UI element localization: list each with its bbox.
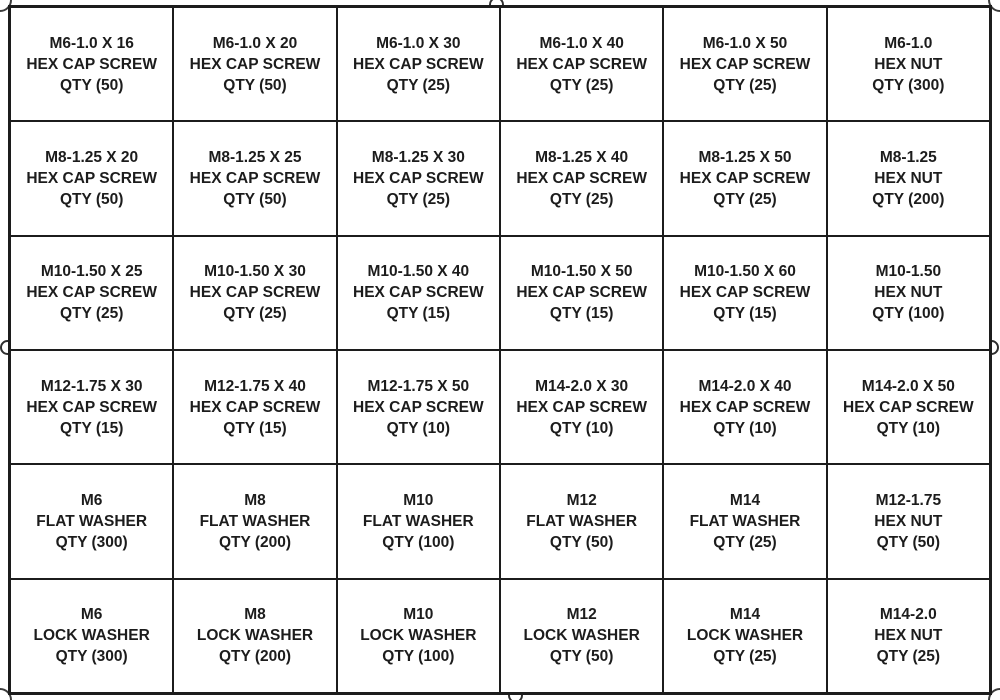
part-qty: QTY (25) [713, 648, 777, 666]
part-size: M10-1.50 X 30 [204, 263, 306, 281]
part-qty: QTY (25) [549, 190, 614, 208]
part-qty: QTY (300) [872, 76, 945, 94]
grid-cell [828, 122, 989, 234]
part-size: M14 [729, 606, 761, 624]
part-type: FLAT WASHER [362, 512, 474, 530]
grid-cell [338, 465, 499, 577]
part-type: HEX CAP SCREW [353, 284, 484, 302]
part-size: M14-2.0 X 40 [698, 377, 792, 395]
part-qty: QTY (25) [549, 76, 614, 94]
part-size: M10-1.50 X 40 [367, 263, 470, 281]
grid-cell [338, 580, 499, 692]
part-type: HEX CAP SCREW [679, 284, 811, 302]
grid-cell [11, 8, 172, 120]
part-type: FLAT WASHER [526, 512, 638, 530]
part-qty: QTY (100) [382, 648, 455, 666]
part-qty: QTY (25) [386, 76, 451, 94]
part-size: M6-1.0 [884, 34, 933, 52]
part-qty: QTY (25) [386, 190, 451, 208]
grid-cell [501, 237, 662, 349]
part-type: HEX NUT [874, 169, 943, 187]
part-type: HEX CAP SCREW [353, 55, 484, 73]
part-type: HEX CAP SCREW [189, 169, 321, 187]
part-type: HEX CAP SCREW [516, 284, 647, 302]
grid-cell [664, 237, 825, 349]
part-size: M8 [244, 606, 266, 624]
part-type: HEX NUT [874, 284, 943, 302]
part-size: M14-2.0 X 30 [535, 377, 629, 395]
part-qty: QTY (50) [59, 190, 124, 208]
part-size: M10 [403, 606, 434, 624]
grid-cell [664, 580, 825, 692]
grid-cell [664, 8, 825, 120]
part-qty: QTY (200) [218, 648, 292, 666]
part-qty: QTY (15) [386, 305, 451, 323]
part-type: HEX CAP SCREW [189, 55, 321, 73]
grid-cell [664, 351, 825, 463]
part-type: LOCK WASHER [33, 627, 150, 645]
part-qty: QTY (50) [549, 533, 614, 551]
part-qty: QTY (10) [549, 419, 614, 437]
part-size: M10-1.50 X 50 [530, 263, 633, 281]
part-type: HEX NUT [874, 55, 943, 73]
part-size: M6 [80, 491, 103, 509]
grid-cell [664, 122, 825, 234]
part-type: HEX NUT [874, 512, 943, 530]
part-size: M10-1.50 X 25 [40, 263, 143, 281]
part-type: HEX NUT [874, 627, 943, 645]
grid-cell [664, 465, 825, 577]
part-size: M8-1.25 X 20 [45, 148, 139, 166]
part-type: HEX CAP SCREW [26, 55, 157, 73]
part-type: FLAT WASHER [199, 512, 311, 530]
part-qty: QTY (10) [386, 419, 451, 437]
part-size: M10-1.50 [875, 263, 942, 281]
grid-cell [828, 351, 989, 463]
part-size: M12 [566, 491, 597, 509]
part-qty: QTY (15) [59, 419, 124, 437]
part-qty: QTY (50) [223, 76, 287, 94]
part-size: M12-1.75 X 30 [40, 377, 143, 395]
part-type: FLAT WASHER [689, 512, 801, 530]
grid-cell [501, 351, 662, 463]
part-type: HEX CAP SCREW [189, 398, 321, 416]
grid-cell [828, 237, 989, 349]
part-qty: QTY (50) [549, 648, 614, 666]
part-size: M12 [566, 606, 597, 624]
part-size: M10-1.50 X 60 [694, 263, 796, 281]
part-size: M8-1.25 X 40 [535, 148, 629, 166]
part-qty: QTY (50) [223, 190, 287, 208]
part-size: M8-1.25 X 30 [371, 148, 465, 166]
grid-cell [338, 237, 499, 349]
grid-cell [11, 465, 172, 577]
part-qty: QTY (25) [223, 305, 287, 323]
grid-cell [11, 237, 172, 349]
part-type: HEX CAP SCREW [26, 398, 157, 416]
grid-cell [501, 580, 662, 692]
part-size: M8-1.25 [879, 148, 937, 166]
grid-cell [11, 122, 172, 234]
part-qty: QTY (25) [876, 648, 941, 666]
grid-cell [174, 465, 335, 577]
part-size: M12-1.75 X 50 [367, 377, 470, 395]
part-size: M14-2.0 [879, 606, 937, 624]
part-type: HEX CAP SCREW [516, 55, 647, 73]
part-qty: QTY (15) [713, 305, 777, 323]
part-qty: QTY (15) [223, 419, 287, 437]
grid-cell [11, 580, 172, 692]
part-qty: QTY (10) [713, 419, 777, 437]
part-size: M6-1.0 X 16 [49, 34, 134, 52]
part-type: HEX CAP SCREW [679, 55, 811, 73]
part-type: HEX CAP SCREW [516, 398, 647, 416]
part-type: LOCK WASHER [196, 627, 314, 645]
part-qty: QTY (25) [713, 533, 777, 551]
part-size: M6-1.0 X 40 [539, 34, 624, 52]
part-type: HEX CAP SCREW [679, 169, 811, 187]
part-qty: QTY (50) [876, 533, 941, 551]
part-type: HEX CAP SCREW [353, 398, 484, 416]
part-qty: QTY (200) [218, 533, 292, 551]
part-size: M6-1.0 X 30 [376, 34, 461, 52]
part-size: M14 [729, 491, 761, 509]
part-size: M8 [244, 491, 266, 509]
grid-cell [338, 351, 499, 463]
part-type: LOCK WASHER [360, 627, 477, 645]
part-type: HEX CAP SCREW [679, 398, 811, 416]
part-type: LOCK WASHER [523, 627, 640, 645]
part-qty: QTY (300) [55, 648, 128, 666]
part-qty: QTY (25) [59, 305, 124, 323]
part-qty: QTY (25) [713, 190, 777, 208]
part-qty: QTY (50) [59, 76, 124, 94]
part-type: LOCK WASHER [686, 627, 804, 645]
part-qty: QTY (100) [382, 533, 455, 551]
part-qty: QTY (15) [549, 305, 614, 323]
part-type: HEX CAP SCREW [26, 284, 157, 302]
grid-cell [174, 237, 335, 349]
grid-cell [174, 122, 335, 234]
grid-cell [501, 122, 662, 234]
grid-cell [174, 580, 335, 692]
grid-cell [501, 465, 662, 577]
grid-cell [11, 351, 172, 463]
part-qty: QTY (100) [872, 305, 945, 323]
part-type: HEX CAP SCREW [353, 169, 484, 187]
part-qty: QTY (10) [876, 419, 941, 437]
grid-cell [828, 8, 989, 120]
grid-cell [174, 351, 335, 463]
part-size: M6-1.0 X 50 [702, 34, 788, 52]
part-type: HEX CAP SCREW [189, 284, 321, 302]
grid-cell [501, 8, 662, 120]
part-qty: QTY (200) [872, 190, 945, 208]
part-type: FLAT WASHER [36, 512, 148, 530]
grid-cell [338, 122, 499, 234]
part-type: HEX CAP SCREW [516, 169, 647, 187]
part-size: M12-1.75 X 40 [204, 377, 306, 395]
grid-cell [174, 8, 335, 120]
part-size: M8-1.25 X 50 [698, 148, 792, 166]
part-size: M6 [80, 606, 103, 624]
grid-cell [828, 465, 989, 577]
part-size: M14-2.0 X 50 [861, 377, 955, 395]
grid-cell [828, 580, 989, 692]
parts-grid [8, 5, 992, 695]
part-size: M12-1.75 [875, 491, 942, 509]
part-size: M6-1.0 X 20 [212, 34, 298, 52]
grid-cell [338, 8, 499, 120]
part-qty: QTY (300) [55, 533, 128, 551]
part-size: M8-1.25 X 25 [208, 148, 302, 166]
part-qty: QTY (25) [713, 76, 777, 94]
part-type: HEX CAP SCREW [26, 169, 157, 187]
part-size: M10 [403, 491, 434, 509]
part-type: HEX CAP SCREW [843, 398, 974, 416]
